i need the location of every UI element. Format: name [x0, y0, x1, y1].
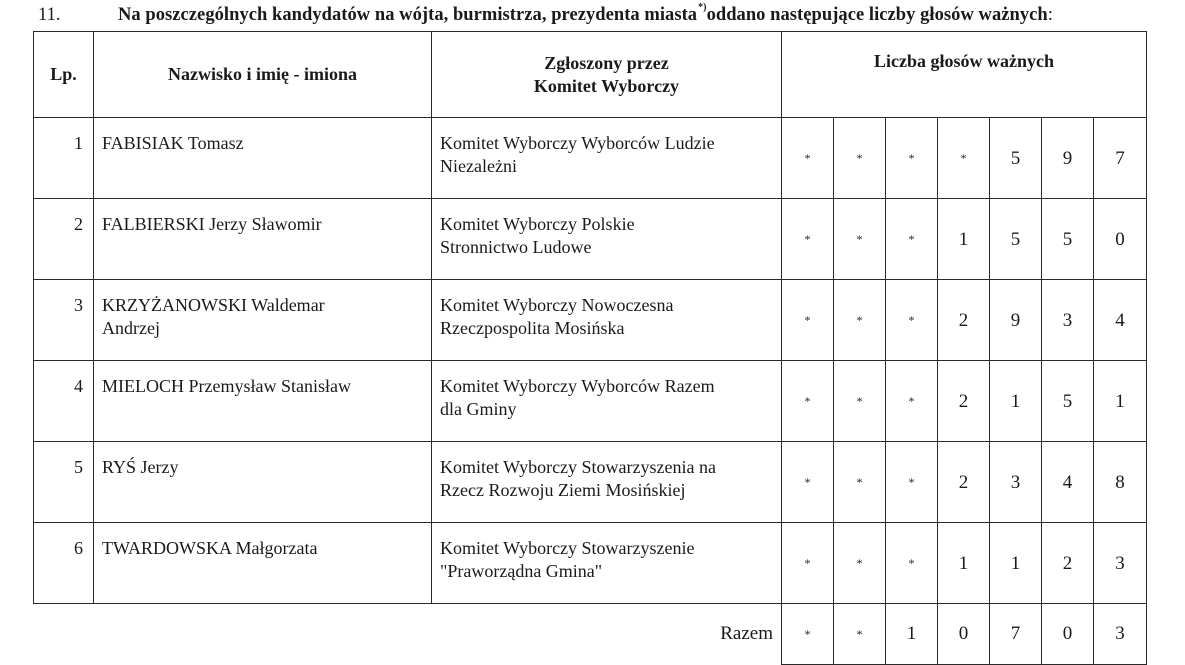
name-line2: Andrzej: [102, 318, 160, 338]
vote-digit: 5: [1042, 361, 1094, 442]
total-label: Razem: [720, 623, 773, 645]
committee-line2: Stronnictwo Ludowe: [440, 237, 592, 257]
total-digit: 7: [990, 604, 1042, 665]
vote-digit: *: [938, 118, 990, 199]
section-heading: [38, 2, 1183, 31]
vote-digit: 9: [1042, 118, 1094, 199]
vote-digit: *: [782, 199, 834, 280]
total-digit: *: [834, 604, 886, 665]
vote-digit: *: [886, 118, 938, 199]
committee-line1: Komitet Wyborczy Stowarzyszenia na: [440, 457, 716, 477]
vote-digit: *: [782, 442, 834, 523]
vote-digit: 1: [990, 523, 1042, 604]
total-digit: 0: [938, 604, 990, 665]
cell-committee: [432, 199, 782, 280]
vote-digit: 2: [938, 442, 990, 523]
total-blank-cell: [94, 604, 432, 665]
committee-line2: dla Gminy: [440, 399, 517, 419]
committee-line2: Rzecz Rozwoju Ziemi Mosińskiej: [440, 480, 686, 500]
cell-lp: 2: [34, 199, 94, 280]
header-name: Nazwisko i imię - imiona: [94, 32, 432, 118]
cell-committee: [432, 442, 782, 523]
header-votes: Liczba głosów ważnych: [782, 32, 1147, 118]
table-row: [34, 361, 1147, 442]
committee-line1: Komitet Wyborczy Stowarzyszenie: [440, 538, 695, 558]
vote-digit: *: [886, 280, 938, 361]
section-title-colon: :: [1047, 5, 1053, 25]
committee-line2: "Praworządna Gmina": [440, 561, 603, 581]
cell-committee: [432, 118, 782, 199]
vote-digit: 3: [990, 442, 1042, 523]
vote-digit: *: [834, 523, 886, 604]
committee-line2: Rzeczpospolita Mosińska: [440, 318, 625, 338]
vote-digit: *: [886, 361, 938, 442]
committee-line1: Komitet Wyborczy Polskie: [440, 214, 635, 234]
vote-digit: *: [782, 523, 834, 604]
cell-committee: [432, 280, 782, 361]
total-digit: 0: [1042, 604, 1094, 665]
name-line1: KRZYŻANOWSKI Waldemar: [102, 295, 325, 315]
cell-lp: 5: [34, 442, 94, 523]
vote-digit: *: [834, 280, 886, 361]
cell-name: FABISIAK Tomasz: [94, 118, 432, 199]
vote-digit: *: [834, 442, 886, 523]
total-blank-cell: [34, 604, 94, 665]
cell-committee: [432, 523, 782, 604]
cell-name: FALBIERSKI Jerzy Sławomir: [94, 199, 432, 280]
vote-digit: 3: [1042, 280, 1094, 361]
candidates-votes-table: [33, 31, 1147, 665]
vote-digit: 5: [1042, 199, 1094, 280]
cell-committee: [432, 361, 782, 442]
cell-name: [94, 280, 432, 361]
vote-digit: *: [782, 280, 834, 361]
vote-digit: *: [886, 199, 938, 280]
vote-digit: 7: [1094, 118, 1147, 199]
header-committee: [432, 32, 782, 118]
cell-lp: 1: [34, 118, 94, 199]
section-title-end: oddano następujące liczby głosów ważnych: [706, 5, 1048, 25]
section-title: [118, 2, 1053, 26]
vote-digit: 8: [1094, 442, 1147, 523]
cell-name: MIELOCH Przemysław Stanisław: [94, 361, 432, 442]
vote-digit: 5: [990, 118, 1042, 199]
vote-digit: 9: [990, 280, 1042, 361]
vote-digit: 2: [938, 280, 990, 361]
table-header-row: [34, 32, 1147, 118]
committee-line1: Komitet Wyborczy Wyborców Razem: [440, 376, 715, 396]
total-digit: *: [782, 604, 834, 665]
cell-name: TWARDOWSKA Małgorzata: [94, 523, 432, 604]
vote-digit: 2: [1042, 523, 1094, 604]
header-committee-line2: Komitet Wyborczy: [533, 75, 680, 96]
vote-digit: 4: [1094, 280, 1147, 361]
vote-digit: 1: [938, 523, 990, 604]
cell-lp: 3: [34, 280, 94, 361]
total-digit: 3: [1094, 604, 1147, 665]
table-row: [34, 118, 1147, 199]
table-row: [34, 199, 1147, 280]
vote-digit: 2: [938, 361, 990, 442]
vote-digit: 1: [990, 361, 1042, 442]
table-row: [34, 280, 1147, 361]
header-committee-line1: Zgłoszony przez: [544, 52, 669, 73]
vote-digit: *: [886, 442, 938, 523]
vote-digit: *: [782, 118, 834, 199]
section-title-text: Na poszczególnych kandydatów na wójta, burmistrza, prezydenta miasta: [118, 5, 698, 25]
section-number: 11.: [38, 5, 61, 25]
header-lp: Lp.: [34, 32, 94, 118]
vote-digit: 4: [1042, 442, 1094, 523]
committee-line1: Komitet Wyborczy Wyborców Ludzie: [440, 133, 715, 153]
table-row: [34, 523, 1147, 604]
vote-digit: *: [782, 361, 834, 442]
vote-digit: 0: [1094, 199, 1147, 280]
vote-digit: 1: [938, 199, 990, 280]
vote-digit: 5: [990, 199, 1042, 280]
total-row: [34, 604, 1147, 665]
total-digit: 1: [886, 604, 938, 665]
cell-name: RYŚ Jerzy: [94, 442, 432, 523]
vote-digit: *: [834, 199, 886, 280]
vote-digit: *: [834, 118, 886, 199]
cell-lp: 4: [34, 361, 94, 442]
vote-digit: *: [834, 361, 886, 442]
cell-lp: 6: [34, 523, 94, 604]
table-row: [34, 442, 1147, 523]
footnote-mark: *): [698, 2, 707, 13]
vote-digit: *: [886, 523, 938, 604]
vote-digit: 1: [1094, 361, 1147, 442]
committee-line2: Niezależni: [440, 156, 517, 176]
vote-digit: 3: [1094, 523, 1147, 604]
committee-line1: Komitet Wyborczy Nowoczesna: [440, 295, 674, 315]
